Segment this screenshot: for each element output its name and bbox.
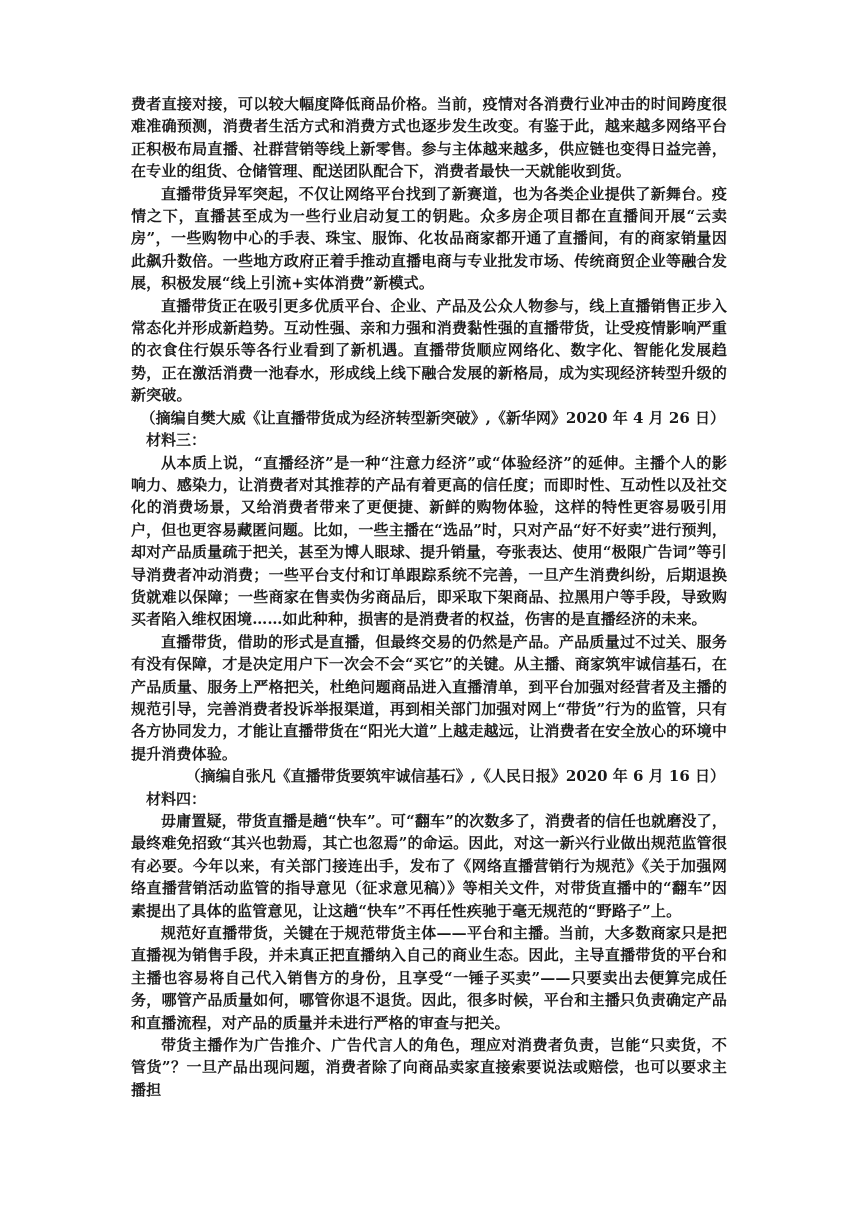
paragraph-4: 从本质上说，“直播经济”是一种“注意力经济”或“体验经济”的延伸。主播个人的影响力、感染力，让消费者对其推荐的产品有着更高的信任度；而即时性、互动性以及社交化的消费场景，又给消费者带来了更便捷、新鲜的购物体验，这样的特性更容易吸引用户，但也更容易藏匿问题。比如，一些主播在“选品”时，只对产品“好不好卖”进行预判，却对产品质量疏于把关，甚至为博人眼球、提升销量，夸张表达、使用“极限广告词”等引导消费者冲动消费；一些平台支付和订单跟踪系统不完善，一旦产生消费纠纷，后期退换货就难以保障；一些商家在售卖伪劣商品后，即采取下架商品、拉黑用户等手段，导致购买者陷入维权困境……如此种种，损害的是消费者的权益，伤害的是直播经济的未来。 — [131, 453, 727, 629]
paragraph-6: 毋庸置疑，带货直播是趟“快车”。可“翻车”的次数多了，消费者的信任也就磨没了，最终难免招致“其兴也勃焉，其亡也忽焉”的命运。因此，对这一新兴行业做出规范监管很有必要。今年以来，有关部门接连出手，发布了《网络直播营销行为规范》《关于加强网络直播营销活动监管的指导意见（征求意见稿）》等相关文件，对带货直播中的“翻车”因素提出了具体的监管意见，让这趟“快车”不再任性疾驰于毫无规范的“野路子”上。 — [131, 812, 727, 920]
paragraph-5: 直播带货，借助的形式是直播，但最终交易的仍然是产品。产品质量过不过关、服务有没有保障，才是决定用户下一次会不会“买它”的关键。从主播、商家筑牢诚信基石，在产品质量、服务上严格把关，杜绝问题商品进入直播清单，到平台加强对经营者及主播的规范引导，完善消费者投诉举报渠道，再到相关部门加强对网上“带货”行为的监管，只有各方协同发力，才能让直播带货在“阳光大道”上越走越远，让消费者在安全放心的环境中提升消费体验。 — [131, 632, 727, 763]
document-body — [131, 93, 727, 1101]
material-three-heading: 材料三： — [146, 431, 207, 450]
source-citation-1: （摘编自樊大威《让直播带货成为经济转型新突破》,《新华网》2020 年 4 月 26 日） — [140, 408, 725, 427]
paragraph-8: 带货主播作为广告推介、广告代言人的角色，理应对消费者负责，岂能“只卖货，不管货”？一旦产品出现问题，消费者除了向商品卖家直接索要说法或赔偿，也可以要求主播担 — [131, 1036, 727, 1099]
source-citation-2: （摘编自张凡《直播带货要筑牢诚信基石》,《人民日报》2020 年 6 月 16 日） — [185, 767, 725, 786]
material-four-heading: 材料四： — [146, 789, 207, 808]
paragraph-3: 直播带货正在吸引更多优质平台、企业、产品及公众人物参与，线上直播销售正步入常态化并形成新趋势。互动性强、亲和力强和消费黏性强的直播带货，让受疫情影响严重的衣食住行娱乐等各行业看到了新机遇。直播带货顺应网络化、数字化、智能化发展趋势，正在激活消费一池春水，形成线上线下融合发展的新格局，成为实现经济转型升级的新突破。 — [131, 296, 727, 405]
paragraph-7: 规范好直播带货，关键在于规范带货主体——平台和主播。当前，大多数商家只是把直播视为销售手段，并未真正把直播纳入自己的商业生态。因此，主导直播带货的平台和主播也容易将自己代入销售方的身份，且享受“一锤子买卖”——只要卖出去便算完成任务，哪管产品质量如何，哪管你退不退货。因此，很多时候，平台和主播只负责确定产品和直播流程，对产品的质量并未进行严格的审查与把关。 — [131, 924, 727, 1032]
paragraph-2: 直播带货异军突起，不仅让网络平台找到了新赛道，也为各类企业提供了新舞台。疫情之下，直播甚至成为一些行业启动复工的钥匙。众多房企项目都在直播间开展“云卖房”，一些购物中心的手表、珠宝、服饰、化妆品商家都开通了直播间，有的商家销量因此飙升数倍。一些地方政府正着手推动直播电商与专业批发市场、传统商贸企业等融合发展，积极发展“线上引流+实体消费”新模式。 — [131, 184, 727, 293]
paragraph-1: 费者直接对接，可以较大幅度降低商品价格。当前，疫情对各消费行业冲击的时间跨度很难准确预测，消费者生活方式和消费方式也逐步发生改变。有鉴于此，越来越多网络平台正积极布局直播、社群营销等线上新零售。参与主体越来越多，供应链也变得日益完善，在专业的组货、仓储管理、配送团队配合下，消费者最快一天就能收到货。 — [131, 95, 727, 181]
